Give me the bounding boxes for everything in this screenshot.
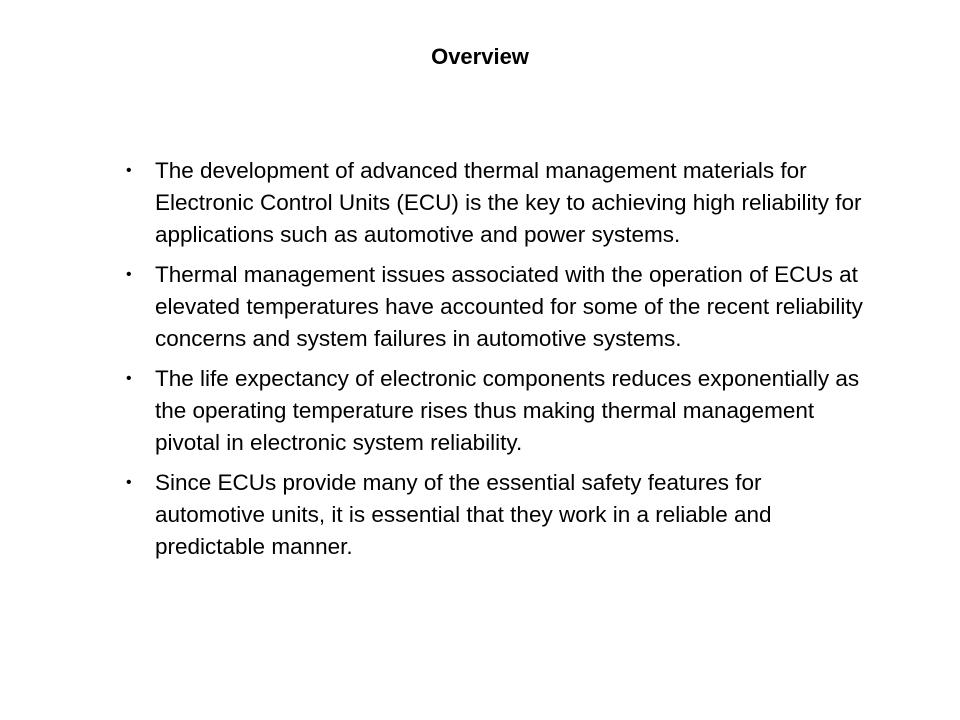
bullet-item <box>126 155 876 251</box>
bullet-list <box>126 155 876 571</box>
bullet-text: Since ECUs provide many of the essential safety features for automotive units, it is essential that they work in a reliable and predictable manner. <box>155 470 772 559</box>
bullet-item <box>126 363 876 459</box>
bullet-text: The development of advanced thermal management materials for Electronic Control Units (ECU) is the key to achieving high reliability for applications such as automotive and power systems. <box>155 158 862 247</box>
bullet-icon: • <box>126 474 132 491</box>
bullet-icon: • <box>126 266 132 283</box>
bullet-icon: • <box>126 370 132 387</box>
bullet-text: The life expectancy of electronic components reduces exponentially as the operating temperature rises thus making thermal management pivotal in electronic system reliability. <box>155 366 860 455</box>
slide-title: Overview <box>431 44 529 69</box>
bullet-item <box>126 467 876 563</box>
bullet-icon: • <box>126 162 132 179</box>
bullet-item <box>126 259 876 355</box>
bullet-text: Thermal management issues associated with the operation of ECUs at elevated temperatures have accounted for some of the recent reliability concerns and system failures in automotive systems. <box>155 262 863 351</box>
